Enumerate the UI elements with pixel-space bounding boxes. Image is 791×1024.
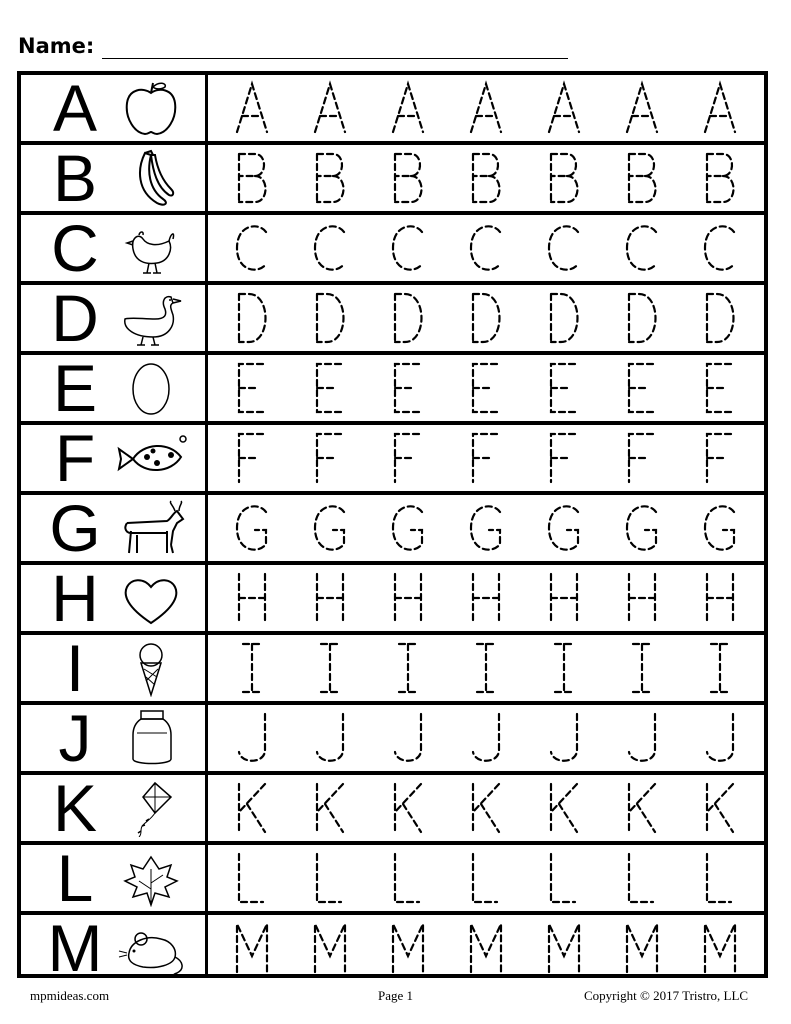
footer-page: Page 1 [378, 988, 414, 1003]
letter-row-c [21, 211, 764, 285]
trace-letter [239, 714, 265, 761]
trace-letter [707, 574, 733, 622]
tracing-area[interactable] [213, 497, 759, 559]
trace-letter [627, 924, 657, 972]
trace-letter [315, 84, 345, 132]
trace-letter [395, 574, 421, 622]
name-label: Name: [18, 34, 95, 58]
trace-letter [705, 84, 735, 132]
trace-letter [629, 154, 656, 202]
trace-letter [395, 854, 419, 902]
trace-letter [317, 434, 341, 482]
footer-site: mpmideas.com [30, 988, 110, 1003]
trace-letter [707, 854, 731, 902]
trace-letter [315, 226, 344, 269]
chicken-icon [113, 219, 189, 277]
trace-letter [393, 226, 422, 269]
trace-letter [315, 506, 344, 549]
trace-letter [707, 784, 733, 832]
trace-letter [239, 784, 265, 832]
tracing-area[interactable] [213, 427, 759, 489]
trace-letter [239, 154, 266, 202]
model-letter: C [51, 211, 99, 285]
tracing-area[interactable] [213, 707, 759, 769]
trace-letter [393, 924, 423, 972]
trace-letter [321, 644, 339, 692]
trace-letter [237, 506, 266, 549]
trace-letter [317, 854, 341, 902]
tracing-area[interactable] [213, 357, 759, 419]
trace-letter [473, 434, 497, 482]
trace-letter [393, 84, 423, 132]
model-letter: K [52, 771, 98, 845]
trace-letter [707, 434, 731, 482]
letter-row-k [21, 771, 764, 845]
trace-letter [473, 714, 499, 761]
heart-icon [113, 569, 189, 627]
mouse-icon [113, 919, 189, 977]
trace-letter [237, 226, 266, 269]
trace-letter [239, 434, 263, 482]
model-letter: F [54, 421, 96, 495]
trace-letter [549, 226, 578, 269]
tracing-area[interactable] [213, 77, 759, 139]
trace-letter [551, 364, 575, 412]
trace-letter [395, 294, 422, 342]
trace-letter [317, 154, 344, 202]
trace-letter [473, 574, 499, 622]
trace-letter [629, 294, 656, 342]
trace-letter [395, 364, 419, 412]
trace-letter [395, 714, 421, 761]
trace-letter [239, 294, 266, 342]
trace-letter [473, 154, 500, 202]
jar-icon [113, 709, 189, 767]
trace-letter [473, 294, 500, 342]
model-letter: H [51, 561, 99, 635]
trace-letter [549, 924, 579, 972]
trace-letter [315, 924, 345, 972]
trace-letter [473, 364, 497, 412]
trace-letter [707, 154, 734, 202]
letter-row-g [21, 491, 764, 565]
trace-letter [317, 714, 343, 761]
letter-row-b [21, 141, 764, 215]
letter-row-i [21, 631, 764, 705]
trace-letter [395, 784, 421, 832]
trace-letter [477, 644, 495, 692]
trace-letter [393, 506, 422, 549]
model-letter: G [49, 491, 101, 565]
trace-letter [705, 506, 734, 549]
trace-letter [317, 364, 341, 412]
trace-letter [471, 226, 500, 269]
tracing-area[interactable] [213, 637, 759, 699]
trace-letter [239, 854, 263, 902]
letter-row-m [21, 911, 764, 985]
model-letter: L [56, 841, 94, 915]
trace-letter [707, 364, 731, 412]
trace-letter [629, 364, 653, 412]
goat-icon [113, 499, 189, 557]
model-letter: M [47, 911, 103, 985]
trace-letter [629, 574, 655, 622]
trace-letter [629, 714, 655, 761]
model-letter: J [58, 701, 92, 775]
trace-letter [237, 84, 267, 132]
trace-letter [239, 574, 265, 622]
trace-letter [627, 506, 656, 549]
trace-letter [317, 574, 343, 622]
tracing-sheet [17, 71, 768, 985]
trace-letter [243, 644, 261, 692]
trace-letter [551, 574, 577, 622]
ice-cream-icon [113, 639, 189, 697]
name-row [18, 34, 578, 64]
trace-letter [629, 434, 653, 482]
tracing-area[interactable] [213, 917, 759, 979]
tracing-area[interactable] [213, 217, 759, 279]
letter-row-l [21, 841, 764, 915]
trace-letter [711, 644, 729, 692]
name-line[interactable] [102, 58, 568, 59]
trace-letter [627, 84, 657, 132]
apple-icon [113, 79, 189, 137]
trace-letter [549, 84, 579, 132]
tracing-area[interactable] [213, 287, 759, 349]
trace-letter [551, 294, 578, 342]
letter-row-d [21, 281, 764, 355]
tracing-area[interactable] [213, 777, 759, 839]
trace-letter [705, 924, 735, 972]
letter-row-e [21, 351, 764, 425]
letter-row-h [21, 561, 764, 635]
egg-icon [113, 359, 189, 417]
tracing-area[interactable] [213, 567, 759, 629]
kite-icon [113, 779, 189, 837]
letter-row-f [21, 421, 764, 495]
trace-letter [707, 714, 733, 761]
trace-letter [633, 644, 651, 692]
trace-letter [473, 784, 499, 832]
duck-icon [113, 289, 189, 347]
trace-letter [395, 434, 419, 482]
tracing-area[interactable] [213, 147, 759, 209]
fish-icon [113, 429, 189, 487]
trace-letter [317, 294, 344, 342]
leaf-icon [113, 849, 189, 907]
trace-letter [551, 434, 575, 482]
letter-row-j [21, 701, 764, 775]
model-letter: E [52, 351, 98, 425]
trace-letter [237, 924, 267, 972]
trace-letter [551, 854, 575, 902]
footer-copyright: Copyright © 2017 Tristro, LLC [584, 988, 749, 1003]
trace-letter [629, 854, 653, 902]
trace-letter [627, 226, 656, 269]
model-letter: B [52, 141, 98, 215]
trace-letter [473, 854, 497, 902]
trace-letter [471, 506, 500, 549]
trace-letter [551, 154, 578, 202]
model-letter: D [51, 281, 99, 355]
trace-letter [239, 364, 263, 412]
letter-row-a [21, 71, 764, 145]
trace-letter [551, 784, 577, 832]
trace-letter [471, 84, 501, 132]
trace-letter [707, 294, 734, 342]
tracing-area[interactable] [213, 847, 759, 909]
model-letter: I [65, 631, 85, 705]
model-letter: A [52, 71, 98, 145]
trace-letter [629, 784, 655, 832]
trace-letter [317, 784, 343, 832]
trace-letter [705, 226, 734, 269]
trace-letter [551, 714, 577, 761]
trace-letter [555, 644, 573, 692]
trace-letter [399, 644, 417, 692]
trace-letter [395, 154, 422, 202]
trace-letter [549, 506, 578, 549]
trace-letter [471, 924, 501, 972]
banana-icon [113, 149, 189, 207]
